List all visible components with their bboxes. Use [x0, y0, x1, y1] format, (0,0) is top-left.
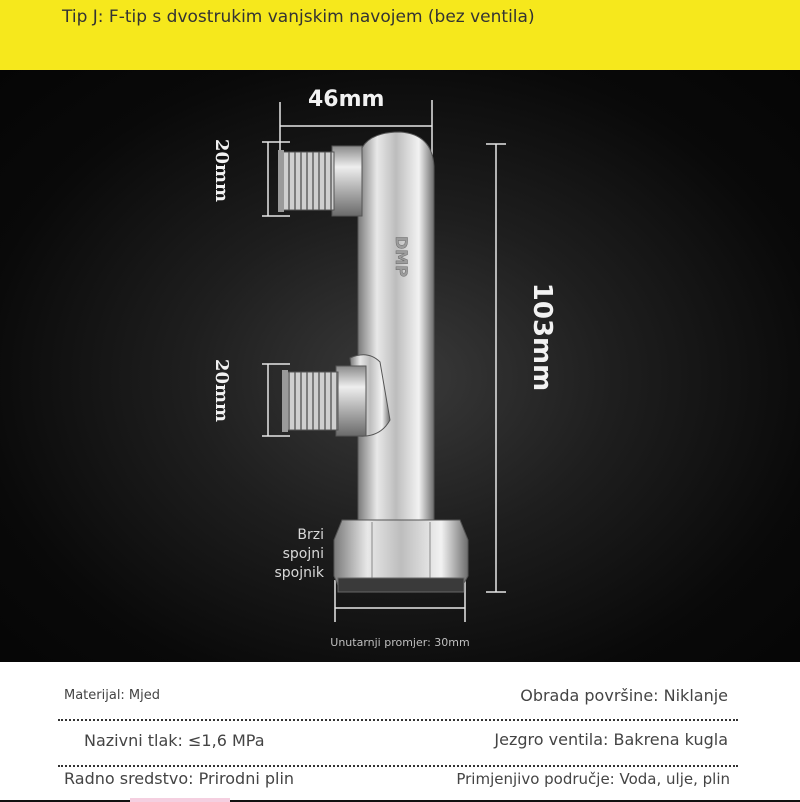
product-photo: [0, 70, 800, 662]
top-outlet-label: 20mm: [211, 138, 233, 203]
spec-valve-core: Jezgro ventila: Bakrena kugla: [494, 730, 728, 749]
banner-title: Tip J: F-tip s dvostrukim vanjskim navojem (bez ventila): [62, 7, 535, 27]
width-label: 46mm: [308, 87, 385, 112]
bottom-outlet: [282, 366, 366, 436]
fitting-body: [358, 132, 434, 530]
accent-bar: [130, 798, 230, 802]
spec-surface: Obrada površine: Niklanje: [520, 686, 728, 705]
quick-connect-note: Brzi spojni spojnik: [274, 527, 324, 581]
title-banner: [0, 0, 800, 70]
height-label: 103mm: [527, 282, 558, 392]
spec-application: Primjenjivo područje: Voda, ulje, plin: [456, 770, 730, 788]
spec-row: [0, 709, 800, 753]
inner-diameter-note: Unutarnji promjer: 30mm: [330, 636, 470, 649]
spec-medium: Radno sredstvo: Prirodni plin: [64, 769, 295, 788]
bottom-outlet-label: 20mm: [211, 358, 233, 423]
quick-connect-nut: [334, 520, 468, 592]
spec-material: Materijal: Mjed: [64, 688, 161, 703]
spec-pressure: Nazivni tlak: ≤1,6 MPa: [84, 731, 265, 750]
spec-row: [0, 662, 800, 706]
spec-row: [0, 757, 800, 801]
body-logo: DMP: [392, 236, 411, 277]
spec-table: [0, 662, 800, 800]
fitting-illustration: [0, 70, 800, 662]
top-outlet: [278, 146, 362, 216]
